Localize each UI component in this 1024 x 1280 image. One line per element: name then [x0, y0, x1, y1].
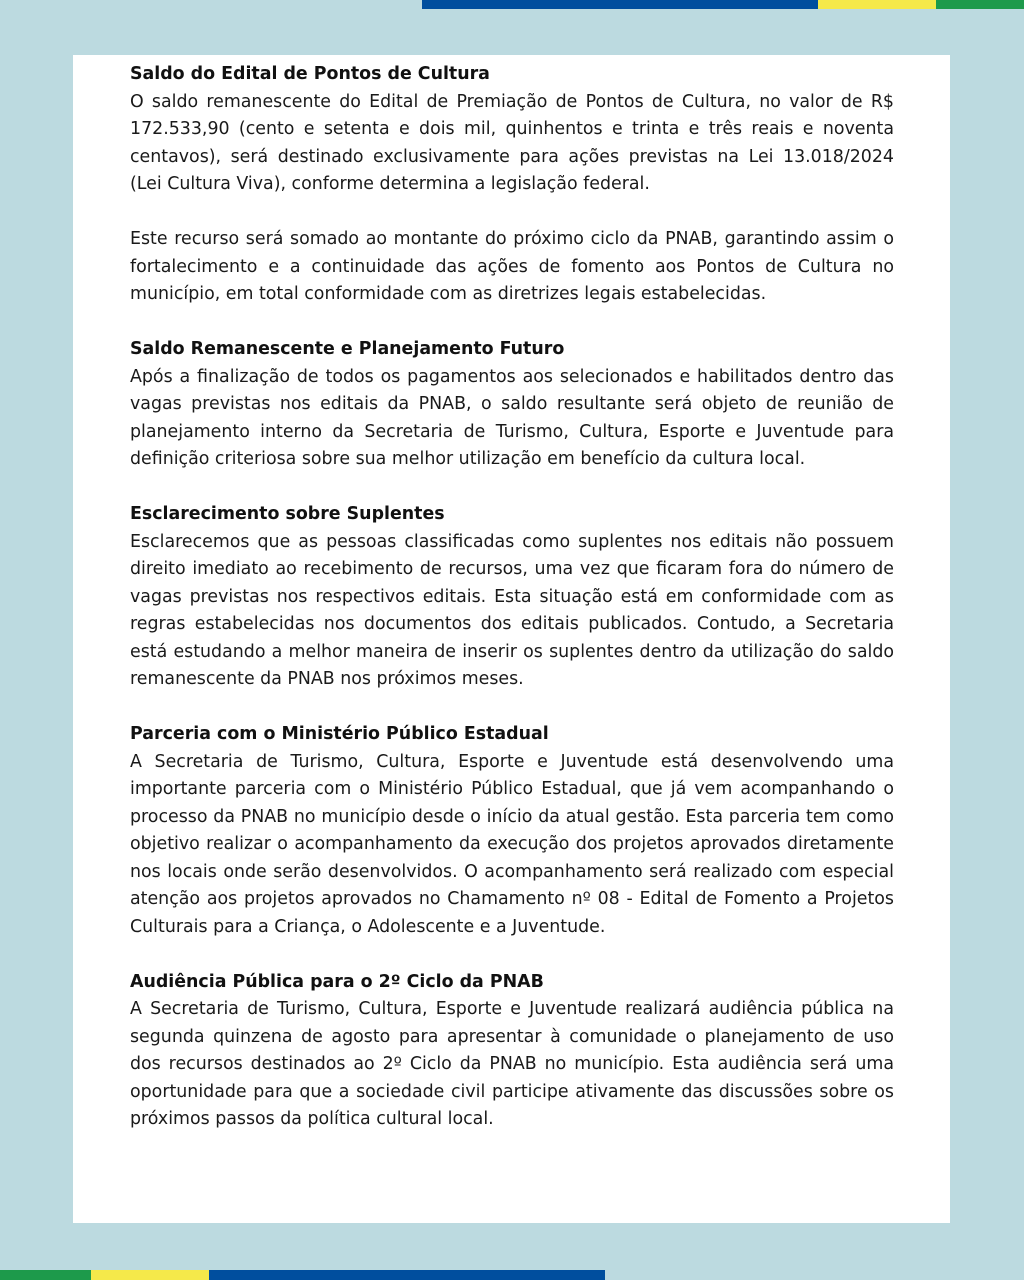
bottom-stripe-yellow	[91, 1270, 209, 1280]
section-audiencia-publica	[130, 969, 894, 1134]
section-saldo-edital	[130, 61, 894, 309]
section-parceria-mp	[130, 721, 894, 941]
section-paragraph: A Secretaria de Turismo, Cultura, Esporte e Juventude está desenvolvendo uma importante parceria com o Ministério Público Estadual, que já vem acompanhando o processo da PNAB no município desde o início da atual gestão. Esta parceria tem como objetivo realizar o acompanhamento da execução dos projetos aprovados diretamente nos locais onde serão desenvolvidos. O acompanhamento será realizado com especial atenção aos projetos aprovados no Chamamento nº 08 - Edital de Fomento a Projetos Culturais para a Criança, o Adolescente e a Juventude.	[130, 751, 894, 937]
section-heading: Saldo do Edital de Pontos de Cultura	[130, 64, 490, 84]
bottom-stripe-blue	[209, 1270, 605, 1280]
section-paragraph: Este recurso será somado ao montante do próximo ciclo da PNAB, garantindo assim o fortalecimento e a continuidade das ações de fomento aos Pontos de Cultura no município, em total conformidade com as diretrizes legais estabelecidas.	[130, 229, 894, 304]
top-stripe-blue	[422, 0, 818, 9]
bottom-stripe-green	[0, 1270, 91, 1280]
document-content	[130, 61, 894, 1134]
top-stripe-green	[936, 0, 1024, 9]
section-paragraph: A Secretaria de Turismo, Cultura, Esporte e Juventude realizará audiência pública na segunda quinzena de agosto para apresentar à comunidade o planejamento de uso dos recursos destinados ao 2º Ciclo da PNAB no município. Esta audiência será uma oportunidade para que a sociedade civil participe ativamente das discussões sobre os próximos passos da política cultural local.	[130, 999, 894, 1129]
section-heading: Parceria com o Ministério Público Estadual	[130, 724, 549, 744]
section-saldo-remanescente	[130, 336, 894, 474]
section-paragraph: O saldo remanescente do Edital de Premiação de Pontos de Cultura, no valor de R$ 172.533,90 (cento e setenta e dois mil, quinhentos e trinta e três reais e noventa centavos), será destinado exclusivamente para ações previstas na Lei 13.018/2024 (Lei Cultura Viva), conforme determina a legislação federal.	[130, 91, 894, 194]
section-heading: Esclarecimento sobre Suplentes	[130, 504, 445, 524]
section-heading: Saldo Remanescente e Planejamento Futuro	[130, 339, 565, 359]
top-stripe-yellow	[818, 0, 936, 9]
section-paragraph: Após a finalização de todos os pagamentos aos selecionados e habilitados dentro das vagas previstas nos editais da PNAB, o saldo resultante será objeto de reunião de planejamento interno da Secretaria de Turismo, Cultura, Esporte e Juventude para definição criteriosa sobre sua melhor utilização em benefício da cultura local.	[130, 366, 894, 469]
section-paragraph: Esclarecemos que as pessoas classificadas como suplentes nos editais não possuem direito imediato ao recebimento de recursos, uma vez que ficaram fora do número de vagas previstas nos respectivos editais. Esta situação está em conformidade com as regras estabelecidas nos documentos dos editais publicados. Contudo, a Secretaria está estudando a melhor maneira de inserir os suplentes dentro da utilização do saldo remanescente da PNAB nos próximos meses.	[130, 531, 894, 689]
document-sheet	[73, 55, 950, 1223]
section-heading: Audiência Pública para o 2º Ciclo da PNAB	[130, 971, 544, 992]
section-suplentes	[130, 501, 894, 694]
